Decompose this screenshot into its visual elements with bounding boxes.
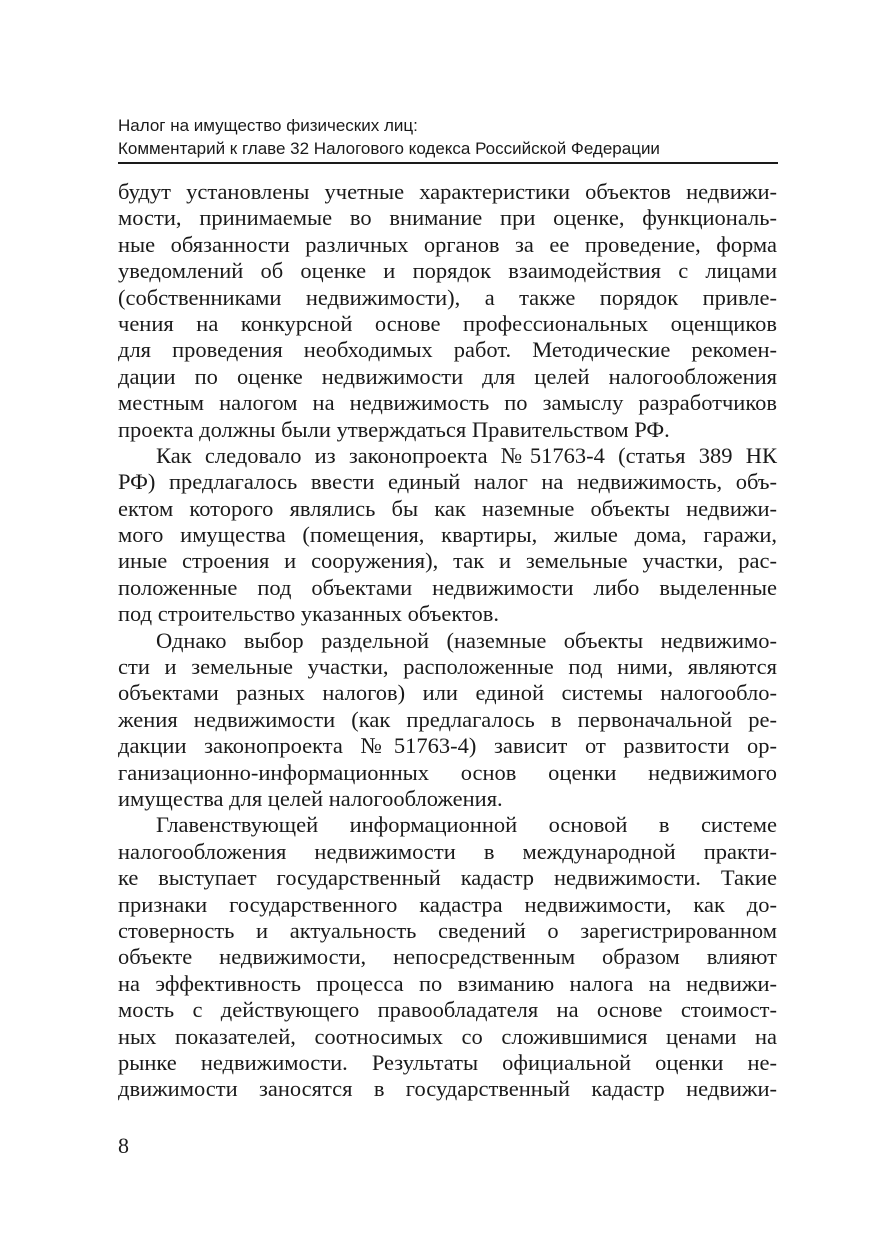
text-line: объекте недвижимости, непосредственным образом влияют — [118, 944, 777, 970]
paragraph-3 — [118, 628, 777, 813]
text-line: на эффективность процесса по взиманию налога на недвижи- — [118, 970, 777, 996]
text-line: мости, принимаемые во внимание при оценке, функциональ- — [118, 205, 777, 231]
paragraph-4 — [118, 812, 777, 1102]
text-line: иные строения и сооружения), так и земельные участки, рас- — [118, 548, 777, 574]
text-line: дации по оценке недвижимости для целей налогообложения — [118, 363, 777, 389]
text-line: положенные под объектами недвижимости либо выделенные — [118, 574, 777, 600]
page-number: 8 — [118, 1133, 129, 1158]
text-line: ных показателей, соотносимых со сложившимися ценами на — [118, 1023, 777, 1049]
text-line: жения недвижимости (как предлагалось в первоначальной ре- — [118, 706, 777, 732]
text-line: ганизационно-информационных основ оценки недвижимого — [118, 759, 777, 785]
text-line: Однако выбор раздельной (наземные объекты недвижимо- — [156, 627, 777, 653]
paragraph-2 — [118, 443, 777, 628]
text-line: под строительство указанных объектов. — [118, 601, 500, 627]
paragraph-1 — [118, 179, 777, 443]
running-header-line-2: Комментарий к главе 32 Налогового кодекса Российской Федерации — [118, 139, 660, 158]
text-line: Главенствующей информационной основой в системе — [156, 812, 777, 838]
text-line: ке выступает государственный кадастр недвижимости. Такие — [118, 865, 777, 891]
text-line: Как следовало из законопроекта №51763-4 (статья 389 НК — [156, 442, 777, 468]
text-line: признаки государственного кадастра недвижимости, как до- — [118, 891, 777, 917]
text-line: движимости заносятся в государственный кадастр недвижи- — [118, 1076, 777, 1102]
text-line: ектом которого являлись бы как наземные объекты недвижи- — [118, 495, 777, 521]
text-line: (собственниками недвижимости), а также порядок привле- — [118, 284, 777, 310]
text-line: будут установлены учетные характеристики объектов недвижи- — [118, 179, 777, 204]
text-line: рынке недвижимости. Результаты официальной оценки не- — [118, 1049, 777, 1075]
text-line: РФ) предлагалось ввести единый налог на недвижимость, объ- — [118, 469, 777, 495]
text-line: уведомлений об оценке и порядок взаимодействия с лицами — [118, 258, 777, 284]
text-line: чения на конкурсной основе профессиональных оценщиков — [118, 310, 777, 336]
text-line: ные обязанности различных органов за ее проведение, форма — [118, 231, 777, 257]
text-line: мость с действующего правообладателя на основе стоимост- — [118, 997, 777, 1023]
header-rule — [118, 162, 778, 164]
text-line: сти и земельные участки, расположенные под ними, являются — [118, 654, 777, 680]
running-header-line-1: Налог на имущество физических лиц: — [118, 116, 418, 135]
body-text — [118, 179, 777, 1103]
text-line: имущества для целей налогообложения. — [118, 785, 503, 811]
text-line: дакции законопроекта №51763-4) зависит от развитости ор- — [118, 733, 777, 759]
text-line: стоверность и актуальность сведений о зарегистрированном — [118, 917, 777, 943]
text-line: мого имущества (помещения, квартиры, жилые дома, гаражи, — [118, 522, 777, 548]
text-line: объектами разных налогов) или единой системы налогообло- — [118, 680, 777, 706]
text-line: проекта должны были утверждаться Правительством РФ. — [118, 416, 670, 442]
text-line: местным налогом на недвижимость по замыслу разработчиков — [118, 390, 777, 416]
text-line: для проведения необходимых работ. Методические рекомен- — [118, 337, 777, 363]
text-line: налогообложения недвижимости в международной практи- — [118, 838, 777, 864]
running-header — [118, 114, 778, 160]
